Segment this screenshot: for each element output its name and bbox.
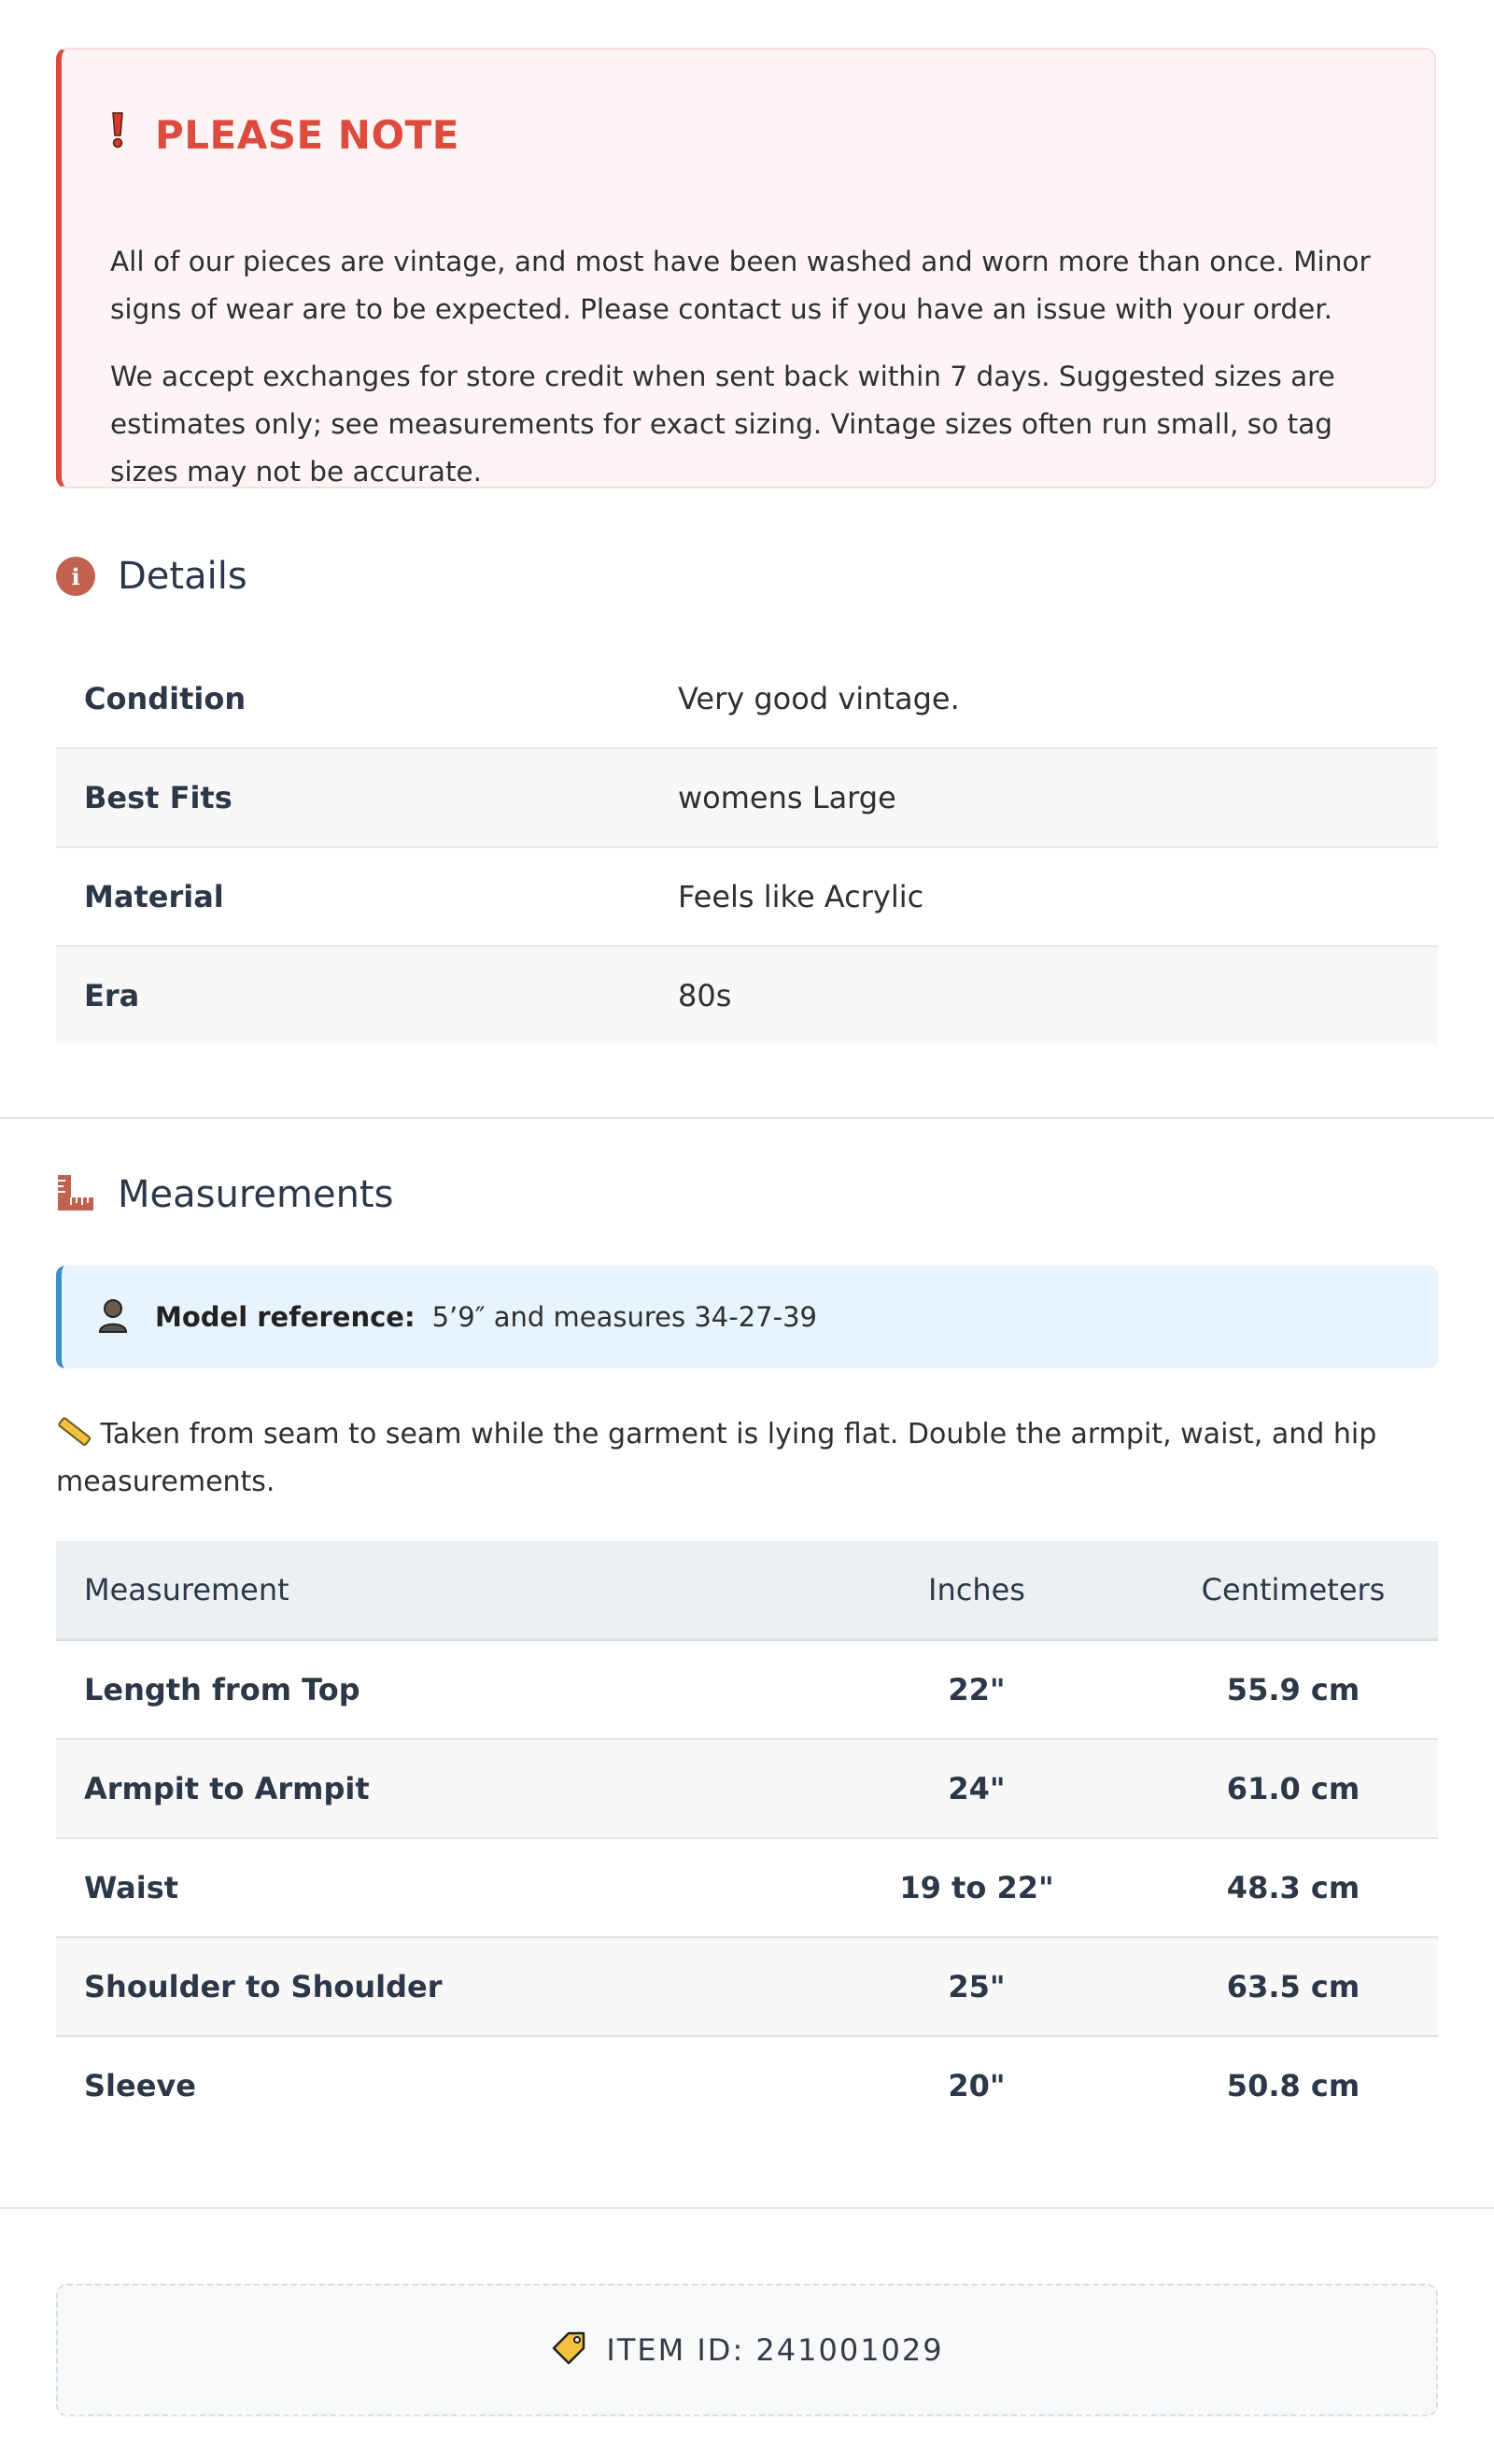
person-icon [97, 1297, 129, 1337]
details-value: Feels like Acrylic [678, 879, 924, 914]
measurement-note [56, 1410, 1401, 1506]
measurement-cm: 48.3 cm [1149, 1838, 1438, 1937]
measurement-cm: 63.5 cm [1149, 1937, 1438, 2036]
measurements-table [56, 1541, 1438, 2134]
details-label: Material [84, 879, 224, 914]
table-row [56, 1838, 1438, 1937]
measurement-cm: 50.8 cm [1226, 2068, 1360, 2103]
model-reference-text: 5’9″ and measures 34-27-39 [431, 1301, 817, 1333]
notice-paragraph: All of our pieces are vintage, and most have been washed and worn more than once. Minor signs of wear are to be expected. Please contact us if you have an issue with your order. [110, 246, 1371, 325]
notice-title: PLEASE NOTE [155, 111, 459, 158]
details-row [56, 947, 1438, 1044]
tag-icon [550, 2329, 589, 2371]
section-divider [0, 1117, 1494, 1119]
measurement-inches: 25" [805, 1937, 1149, 2036]
notice-paragraph: We accept exchanges for store credit when sent back within 7 days. Suggested sizes are estimates only; see measurements for exact sizing. Vintage sizes often run small, so tag sizes may not be accurate. [110, 361, 1335, 488]
item-id-box [56, 2284, 1438, 2416]
details-table [56, 650, 1438, 1044]
details-value: 80s [678, 978, 732, 1013]
details-value: womens Large [678, 780, 896, 815]
table-row [56, 1640, 1438, 1740]
section-divider [0, 2207, 1494, 2209]
ruler-icon [56, 1173, 95, 1216]
straight-ruler-icon [56, 1418, 92, 1451]
measurements-header [56, 1173, 393, 1216]
measurement-name: Waist [56, 1838, 805, 1937]
measurement-note-text: Taken from seam to seam while the garment is lying flat. Double the armpit, waist, and hip measurements. [56, 1418, 1377, 1498]
column-header: Measurement [56, 1541, 805, 1640]
measurement-inches: 24" [805, 1739, 1149, 1838]
details-row [56, 650, 1438, 749]
details-row [56, 749, 1438, 848]
item-id-label: ITEM ID: 241001029 [606, 2332, 944, 2368]
measurement-name: Shoulder to Shoulder [56, 1937, 805, 2036]
measurement-cm: 55.9 cm [1149, 1640, 1438, 1740]
info-icon: i [56, 557, 95, 596]
measurement-inches: 19 to 22" [805, 1838, 1149, 1937]
measurement-inches: 20" [948, 2068, 1006, 2103]
table-row [56, 1937, 1438, 2036]
model-reference-box [56, 1266, 1438, 1368]
details-row [56, 848, 1438, 947]
model-reference-label: Model reference: [155, 1301, 416, 1333]
details-value: Very good vintage. [678, 681, 960, 716]
measurement-inches: 22" [805, 1640, 1149, 1740]
measurement-name: Length from Top [56, 1640, 805, 1740]
table-header-row [56, 1541, 1438, 1640]
details-label: Era [84, 978, 140, 1013]
measurement-name: Sleeve [84, 2068, 196, 2103]
details-title: Details [118, 555, 247, 598]
exclamation-icon [110, 111, 138, 158]
column-header: Inches [805, 1541, 1149, 1640]
measurement-name: Armpit to Armpit [56, 1739, 805, 1838]
measurement-cm: 61.0 cm [1149, 1739, 1438, 1838]
measurements-title: Measurements [118, 1173, 394, 1216]
table-row [56, 1739, 1438, 1838]
column-header: Centimeters [1149, 1541, 1438, 1640]
details-header [56, 555, 247, 598]
please-note-box [56, 48, 1436, 489]
details-label: Best Fits [84, 780, 233, 815]
details-label: Condition [84, 681, 247, 716]
table-row [56, 2036, 1438, 2134]
notice-header [110, 111, 459, 158]
